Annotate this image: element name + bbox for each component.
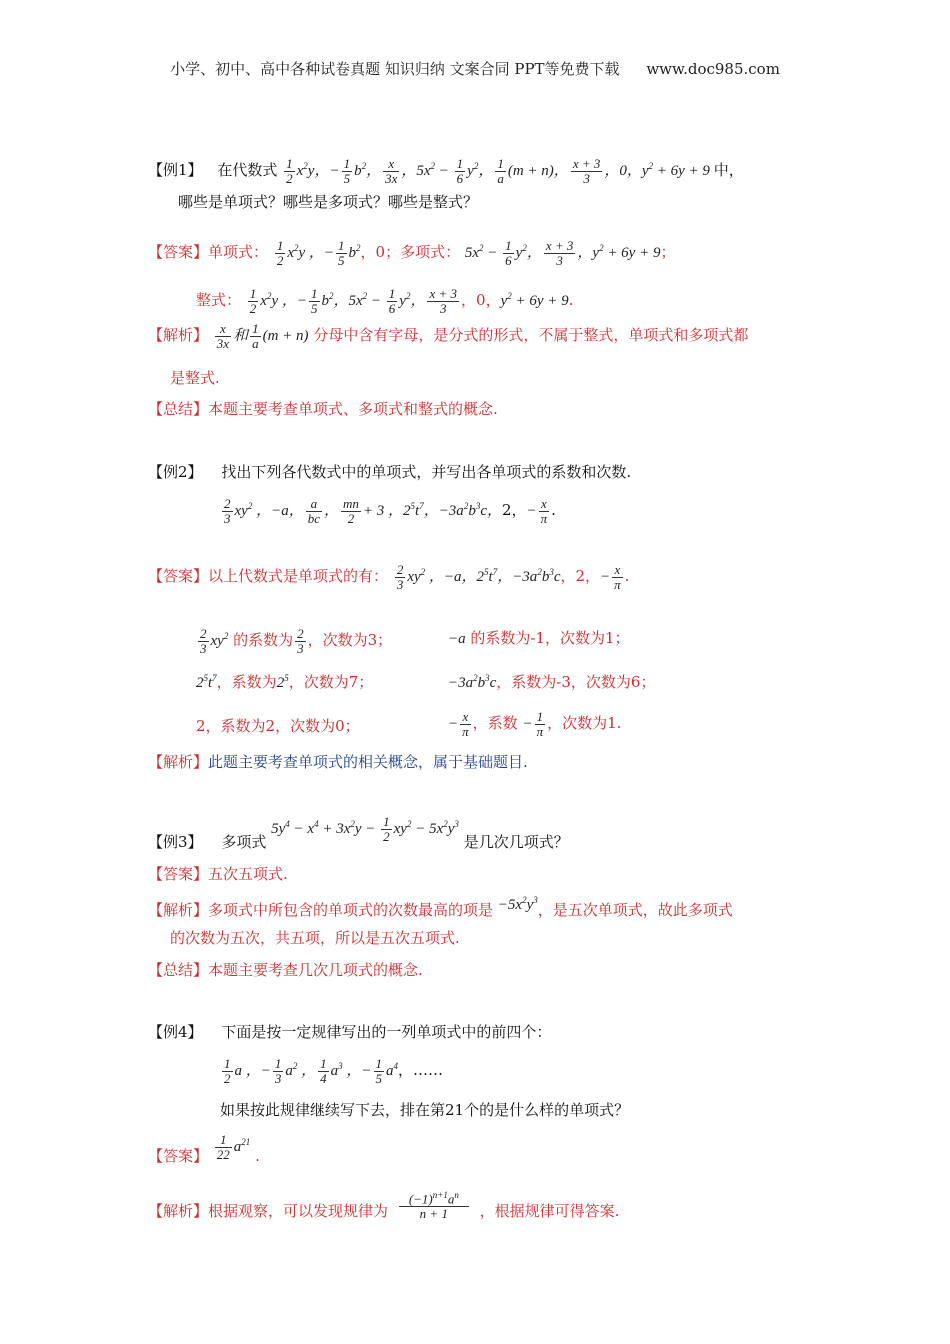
ex4-sequence: $\frac{1}{2}$ a ，− $\frac{1}{3}$ $a^2$ ， $\frac{1}{4}$ $a^3$ ，− $\frac{1}{5}$ $a^4$，…… (224, 1056, 444, 1087)
ex1-answer: 【答案】单项式： $\frac{1}{2}$ $x^2y$ ，− $\frac{1}{5}$ $b^2$，0；多项式： $5x^2$ − $\frac{1}{6}$ $y^2$， $\frac{x + 3}{3}$ ，$y^2 + 6y + 9$； (148, 238, 676, 269)
ex2-explanation (148, 752, 528, 772)
ex4-exp-end: ，根据规律可得答案. (479, 1202, 620, 1221)
ex2-q: 找出下列各代数式中的单项式，并写出各单项式的系数和次数. (221, 463, 632, 481)
ex2-row2: $2^5t^7$，系数为$2^5$，次数为7； (196, 673, 374, 691)
ex3-sum-tag: 【总结】 (148, 961, 209, 979)
ex1-exp2: 是整式. (170, 369, 220, 387)
ex2-row1: $\frac{2}{3}$ $xy^2$ 的系数为 $\frac{2}{3}$ ，次数为3； (200, 626, 393, 657)
ex1-ans1: 单项式： (208, 243, 269, 261)
ex3-exp1: 多项式中所包含的单项式的次数最高的项是 (208, 901, 494, 919)
ex2-exp-tag: 【解析】 (148, 753, 209, 771)
ex2-tag: 【例2】 (148, 463, 203, 481)
ex1-question (148, 156, 744, 186)
ex2-r2a: ，系数为 (216, 673, 277, 691)
ex4-exp: 根据观察，可以发现规律为 (208, 1202, 389, 1221)
ex1-sum: 本题主要考查单项式、多项式和整式的概念. (208, 400, 498, 418)
ex2-ans: 以上代数式是单项式的有： (208, 567, 389, 585)
ex2-r3b: ，系数 (472, 713, 518, 732)
ex1-exp1: 分母中含有字母，是分式的形式，不属于整式，单项式和多项式都 (313, 325, 749, 344)
ex4-answer: 【答案】 $\frac{1}{22}$ $a^{21}$ . (148, 1132, 260, 1165)
ex1-q-end: 中， (713, 161, 744, 179)
ex2-row3-right: − $\frac{x}{\pi}$ ，系数 − $\frac{1}{\pi}$ ，次数为1. (448, 709, 622, 739)
page-header (0, 58, 950, 79)
ex2-question (148, 462, 631, 482)
ex3-q-end: 是几次几项式？ (463, 833, 569, 851)
ex2-r2b: ，次数为7； (288, 673, 374, 691)
ex2-r3a: 2，系数为2，次数为0； (196, 717, 360, 735)
ex2-r1a: 的系数为 (233, 631, 294, 649)
ex2-r1b: ，次数为3； (307, 631, 393, 649)
ex1-ans-mid: ；多项式： (385, 243, 461, 261)
ex2-r3c: ，次数为1. (547, 713, 622, 732)
ex2-expressions: $\frac{2}{3}$ $xy^2$ ，−a， $\frac{a}{bc}$ ， $\frac{mn}{2}$ + 3 ，$2^5t^7$，$-3a^2b^3c$，2，− $\frac{x}{\pi}$ . (224, 496, 556, 527)
ex3-exp2: 的次数为五次，共五项，所以是五次五项式. (170, 929, 460, 947)
ex3-question: 【例3】 多项式 $5y^4 - x^4 + 3x^2y$ − $\frac{1}{2}$ $xy^2 - 5x^2y^3$ 是几次几项式？ (148, 814, 569, 851)
ex1-answer-2: 整式： $\frac{1}{2}$ $x^2y$ ，− $\frac{1}{5}$ $b^2$，$5x^2$ − $\frac{1}{6}$ $y^2$， $\frac{x + 3}{3}$ ，0，$y^2 + 6y + 9$. (196, 286, 574, 317)
ex4-tag: 【例4】 (148, 1023, 203, 1041)
ex2-r1c: 的系数为-1，次数为1； (470, 629, 630, 647)
header-site[interactable]: www.doc985.com (646, 60, 780, 78)
header-text: 小学、初中、高中各种试卷真题 知识归纳 文案合同 PPT等免费下载 (170, 60, 620, 78)
ex3-exp-tag: 【解析】 (148, 901, 209, 919)
ex4-q2: 如果按此规律继续写下去，排在第21个的是什么样的单项式？ (220, 1101, 630, 1119)
ex3-q: 多项式 (221, 833, 267, 851)
ex3-tag: 【例3】 (148, 833, 203, 851)
ex3-summary (148, 960, 423, 980)
ex1-ans2: 整式： (196, 291, 242, 309)
ex3-answer (148, 864, 288, 884)
ex2-exp: 此题主要考查单项式的相关概念，属于基础题目. (208, 753, 528, 771)
ex2-row1-right: −a 的系数为-1，次数为1； (448, 629, 630, 647)
ex1-q1: 在代数式 (217, 161, 278, 179)
ex1-sum-tag: 【总结】 (148, 400, 209, 418)
ex2-answer: 【答案】以上代数式是单项式的有： $\frac{2}{3}$ $xy^2$ ，−a，$2^5t^7$，$-3a^2b^3c$，2，− $\frac{x}{\pi}$ . (148, 562, 630, 593)
ex3-ans: 五次五项式. (208, 865, 288, 883)
ex2-r2c: ，系数为-3，次数为6； (496, 673, 656, 691)
ex3-ans-tag: 【答案】 (148, 865, 209, 883)
ex1-exp-tag: 【解析】 (148, 325, 209, 344)
ex3-explanation: 【解析】多项式中所包含的单项式的次数最高的项是 $-5x^2y^3$，是五次单项式，故此多项式 (148, 895, 733, 919)
ex2-ans-tag: 【答案】 (148, 567, 209, 585)
ex3-exp1b: ，是五次单项式，故此多项式 (537, 901, 733, 919)
ex4-question (148, 1022, 551, 1042)
ex1-tag: 【例1】 (148, 161, 203, 179)
ex4-q: 下面是按一定规律写出的一列单项式中的前四个： (221, 1023, 552, 1041)
ex1-explanation: 【解析】 $\frac{x}{3x}$ 和 $\frac{1}{a}$ (m + n) 分母中含有字母，是分式的形式，不属于整式，单项式和多项式都 (148, 321, 749, 351)
ex4-exp-tag: 【解析】 (148, 1202, 209, 1221)
ex1-q2: 哪些是单项式？哪些是多项式？哪些是整式？ (178, 193, 479, 211)
ex1-ans-tag: 【答案】 (148, 243, 209, 261)
ex1-summary (148, 399, 498, 419)
ex4-ans-tag: 【答案】 (148, 1147, 209, 1165)
ex4-explanation: 【解析】根据观察，可以发现规律为 $\frac{(-1)^{n+1}a^n}{n + 1}$ ，根据规律可得答案. (148, 1190, 620, 1222)
ex2-row2-right: $-3a^2b^3c$，系数为-3，次数为6； (448, 673, 656, 691)
ex3-sum: 本题主要考查几次几项式的概念. (208, 961, 423, 979)
ex1-expressions: $\frac{1}{2}$ $x^2y$，− $\frac{1}{5}$ $b^2$， $\frac{x}{3x}$ ，$5x^2$ − $\frac{1}{6}$ $y^2$， $\frac{1}{a}$ (m + n)， $\frac{x + 3}{3}$ ，0，$y^2 + 6y + 9$ (286, 156, 714, 187)
ex4-dots: …… (413, 1061, 444, 1079)
